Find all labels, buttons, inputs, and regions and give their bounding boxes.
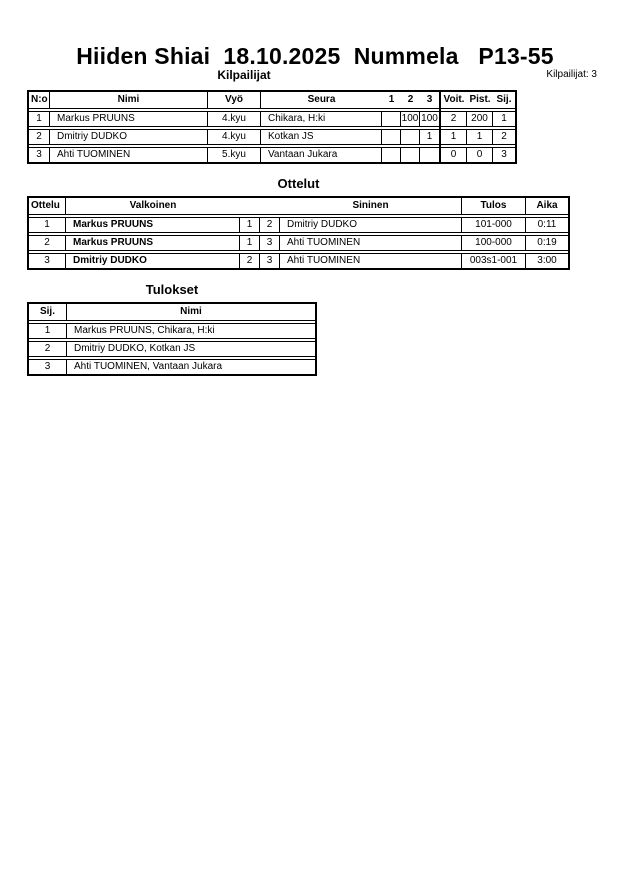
page-title: Hiiden Shiai 18.10.2025 Nummela P13-55 <box>76 43 554 69</box>
competitor-wins: 0 <box>441 148 467 162</box>
competitor-place: 2 <box>501 131 507 142</box>
header-match: Ottelu <box>29 198 66 214</box>
competitors-table <box>27 90 517 164</box>
header-white: Valkoinen <box>129 200 177 211</box>
match-number: 2 <box>29 236 66 250</box>
matches-table <box>27 196 570 270</box>
matches-section-title: Ottelut <box>277 176 320 191</box>
header-place: Sij. <box>29 304 67 320</box>
white-name: Dmitriy DUDKO <box>66 254 240 268</box>
header-wins: Voit. <box>443 94 465 105</box>
competitor-points: 200 <box>467 112 493 126</box>
match-number: 1 <box>29 218 66 232</box>
competitors-count: Kilpailijat: 3 <box>546 69 597 80</box>
header-round-1: 1 <box>388 94 395 105</box>
header-round-3: 3 <box>426 94 433 105</box>
white-draw-number: 2 <box>240 254 260 268</box>
result-place: 3 <box>29 360 67 374</box>
round-2-score <box>401 148 420 162</box>
round-3-score: 1 <box>426 131 433 142</box>
competitor-row <box>29 129 515 145</box>
match-row <box>29 253 568 268</box>
competitor-club: Chikara, H:ki <box>261 112 382 126</box>
blue-name: Ahti TUOMINEN <box>280 254 462 268</box>
blue-draw-number: 3 <box>260 236 280 250</box>
results-section-title: Tulokset <box>145 282 199 297</box>
header-blue: Sininen <box>280 198 462 214</box>
competitor-place: 3 <box>501 149 507 160</box>
match-row <box>29 235 568 251</box>
competitor-wins: 1 <box>441 130 467 144</box>
results-header-row <box>29 304 315 321</box>
blue-name: Ahti TUOMINEN <box>280 236 462 250</box>
header-round-2: 2 <box>407 94 414 105</box>
match-result: 101-000 <box>462 218 526 232</box>
blue-draw-number: 3 <box>260 254 280 268</box>
round-1-score <box>382 148 401 162</box>
header-white-number <box>240 198 260 214</box>
competitor-wins: 2 <box>441 112 467 126</box>
match-time: 0:19 <box>537 237 557 248</box>
result-row <box>29 323 315 339</box>
match-result: 100-000 <box>462 236 526 250</box>
competitor-club: Vantaan Jukara <box>261 148 382 162</box>
match-time: 0:11 <box>537 219 557 230</box>
competitors-section-title: Kilpailijat <box>217 68 271 82</box>
result-row <box>29 359 315 374</box>
competitor-number: 2 <box>29 130 50 144</box>
header-blue-number <box>260 198 280 214</box>
competitor-place: 1 <box>501 113 507 124</box>
round-3-score: 100 <box>421 113 438 124</box>
blue-draw-number: 2 <box>260 218 280 232</box>
round-2-score <box>401 130 420 144</box>
match-row <box>29 217 568 233</box>
result-name: Markus PRUUNS, Chikara, H:ki <box>74 325 215 336</box>
round-1-score <box>382 130 401 144</box>
white-name: Markus PRUUNS <box>66 236 240 250</box>
competitor-name: Ahti TUOMINEN <box>50 148 208 162</box>
result-name: Dmitriy DUDKO, Kotkan JS <box>74 343 196 354</box>
header-time: Aika <box>536 200 558 211</box>
result-place: 1 <box>29 324 67 338</box>
matches-header-row <box>29 198 568 215</box>
round-3-score <box>420 148 439 162</box>
competitor-belt: 4.kyu <box>208 130 261 144</box>
result-row <box>29 341 315 357</box>
competitor-name: Markus PRUUNS <box>50 112 208 126</box>
round-2-score: 100 <box>401 113 419 124</box>
match-result: 003s1-001 <box>462 254 526 268</box>
competitor-row <box>29 147 515 162</box>
result-name: Ahti TUOMINEN, Vantaan Jukara <box>74 361 223 372</box>
header-result: Tulos <box>462 198 526 214</box>
white-draw-number: 1 <box>240 236 260 250</box>
header-name: Nimi <box>50 92 208 108</box>
header-points: Pist. <box>469 94 491 105</box>
competitor-points: 0 <box>467 148 493 162</box>
competitor-belt: 5.kyu <box>208 148 261 162</box>
thick-column-divider <box>439 92 441 162</box>
header-no: N:o <box>29 92 50 108</box>
match-number: 3 <box>29 254 66 268</box>
blue-name: Dmitriy DUDKO <box>280 218 462 232</box>
competitor-points: 1 <box>467 130 493 144</box>
header-belt: Vyö <box>208 92 261 108</box>
result-place: 2 <box>29 342 67 356</box>
round-1-score <box>382 112 401 126</box>
header-club: Seura <box>307 94 336 105</box>
white-name: Markus PRUUNS <box>66 218 240 232</box>
header-place: Sij. <box>496 94 512 105</box>
competitor-row <box>29 111 515 127</box>
white-draw-number: 1 <box>240 218 260 232</box>
results-table <box>27 302 317 376</box>
competitor-name: Dmitriy DUDKO <box>50 130 208 144</box>
competitor-number: 3 <box>29 148 50 162</box>
competitor-club: Kotkan JS <box>261 130 382 144</box>
competitors-header-row <box>29 92 515 109</box>
competitor-number: 1 <box>29 112 50 126</box>
match-time: 3:00 <box>537 255 557 266</box>
header-name: Nimi <box>180 306 202 317</box>
competitor-belt: 4.kyu <box>208 112 261 126</box>
